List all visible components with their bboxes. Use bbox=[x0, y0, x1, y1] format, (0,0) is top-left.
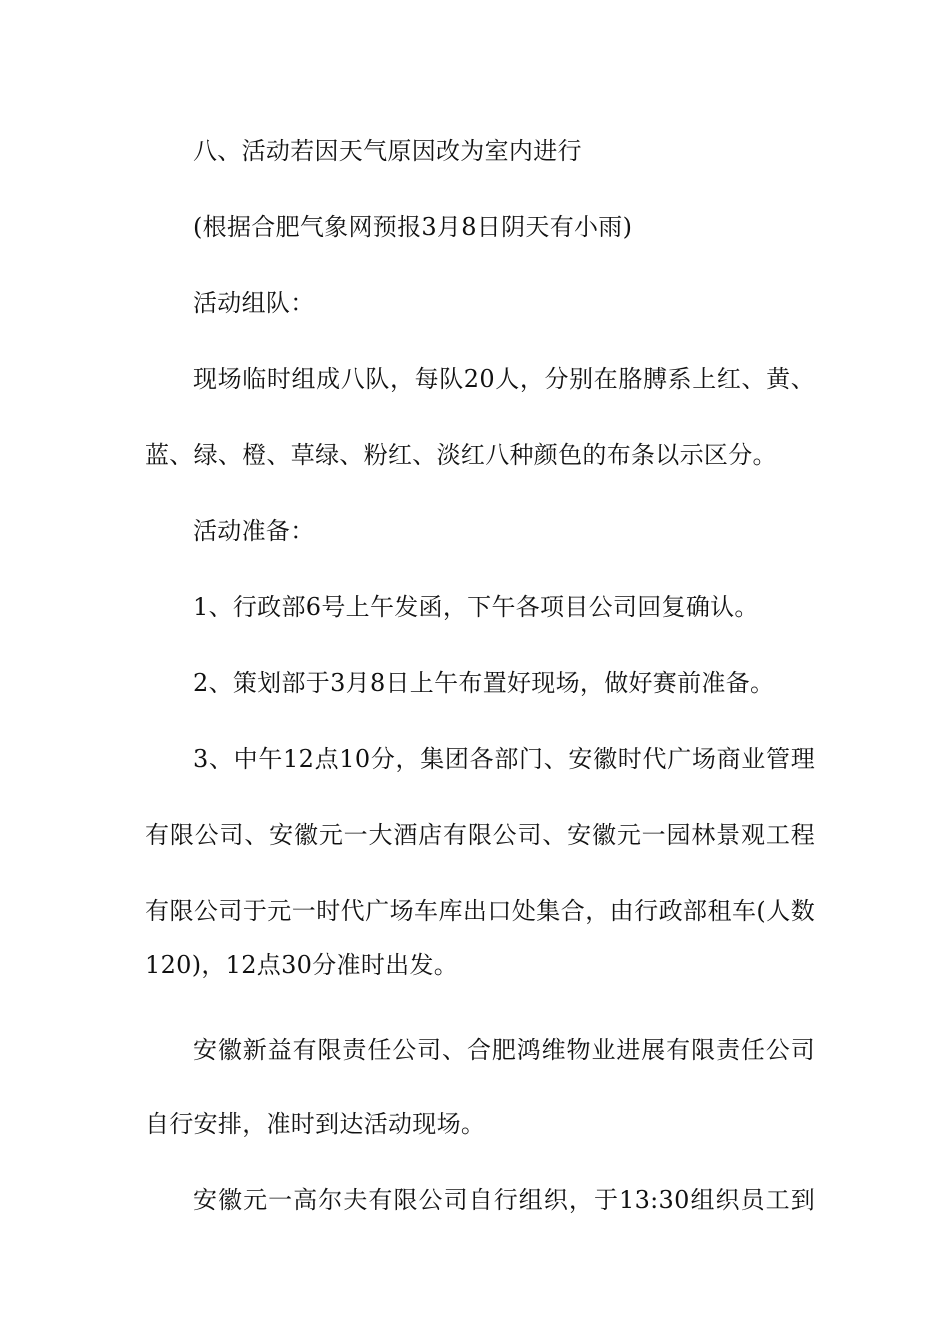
preparation-item-3-line-1: 3、中午12点10分，集团各部门、安徽时代广场商业管理 bbox=[193, 745, 815, 773]
preparation-heading: 活动准备： bbox=[193, 517, 315, 545]
team-heading: 活动组队： bbox=[193, 289, 315, 317]
xinyi-paragraph-line-1: 安徽新益有限责任公司、合肥鸿维物业进展有限责任公司 bbox=[193, 1036, 815, 1064]
preparation-item-3-line-4: 120)，12点30分准时出发。 bbox=[145, 951, 459, 979]
preparation-item-1: 1、行政部6号上午发函，下午各项目公司回复确认。 bbox=[193, 593, 759, 621]
golf-paragraph-line-1: 安徽元一高尔夫有限公司自行组织，于13:30组织员工到 bbox=[193, 1186, 815, 1214]
preparation-item-2: 2、策划部于3月8日上午布置好现场，做好赛前准备。 bbox=[193, 669, 775, 697]
preparation-item-3-line-2: 有限公司、安徽元一大酒店有限公司、安徽元一园林景观工程 bbox=[145, 821, 815, 849]
team-paragraph-line-2: 蓝、绿、橙、草绿、粉红、淡红八种颜色的布条以示区分。 bbox=[145, 441, 777, 469]
weather-note: (根据合肥气象网预报3月8日阴天有小雨) bbox=[193, 213, 633, 241]
section-heading-indoor: 八、活动若因天气原因改为室内进行 bbox=[193, 137, 582, 165]
xinyi-paragraph-line-2: 自行安排，准时到达活动现场。 bbox=[145, 1110, 486, 1138]
team-paragraph-line-1: 现场临时组成八队，每队20人，分别在胳膊系上红、黄、 bbox=[193, 365, 815, 393]
preparation-item-3-line-3: 有限公司于元一时代广场车库出口处集合，由行政部租车(人数 bbox=[145, 897, 815, 925]
